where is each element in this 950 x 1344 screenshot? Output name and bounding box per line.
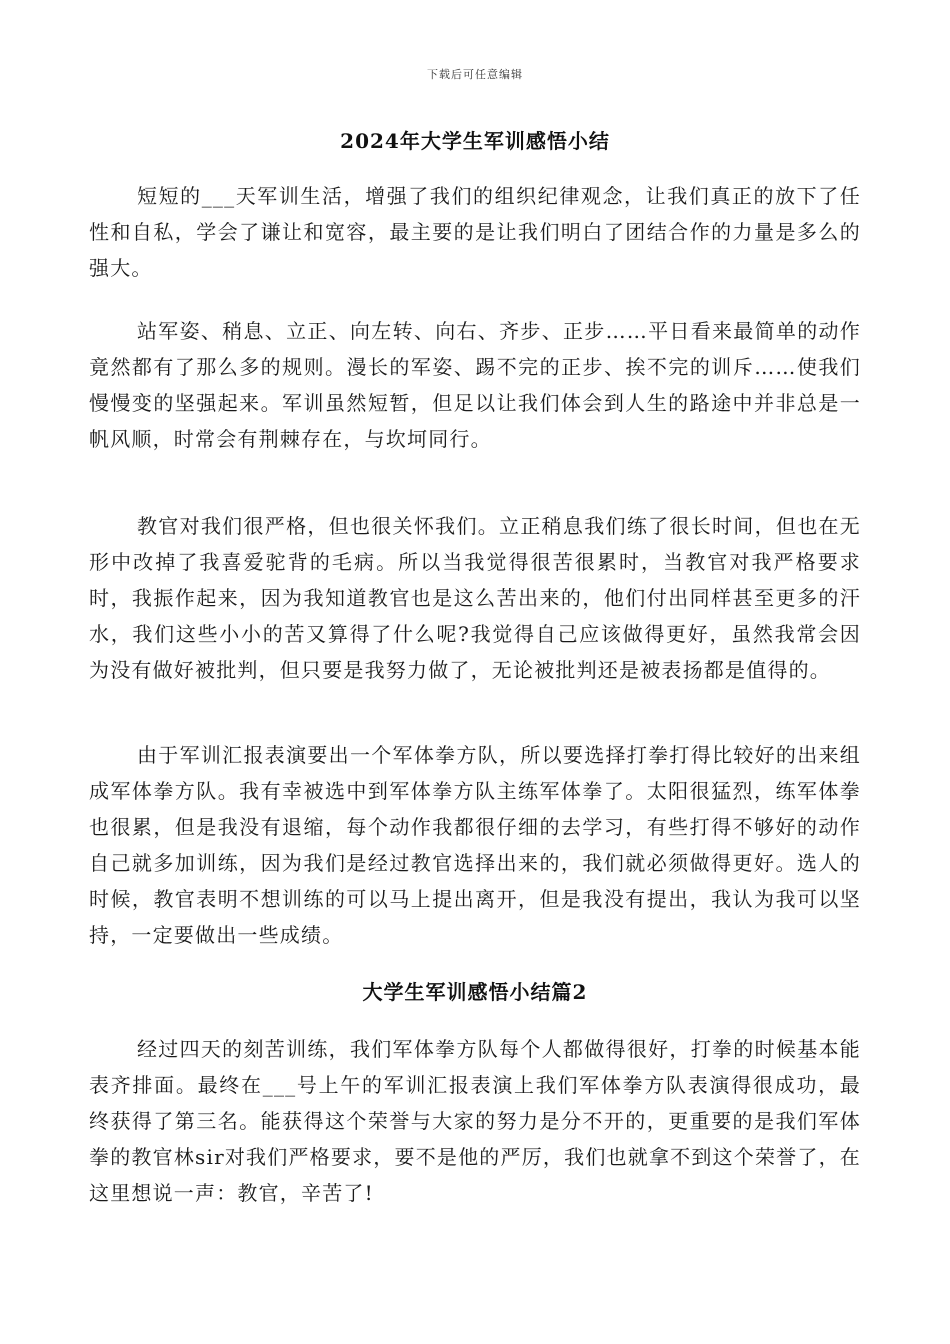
paragraph: 经过四天的刻苦训练，我们军体拳方队每个人都做得很好，打拳的时候基本能表齐排面。最终在___号上午的军训汇报表演上我们军体拳方队表演得很成功，最终获得了第三名。能获得这个荣誉与大家的努力是分不开的，更重要的是我们军体拳的教官林sir对我们严格要求，要不是他的严厉，我们也就拿不到这个荣誉了，在这里想说一声：教官，辛苦了! — [89, 1037, 861, 1205]
paragraph: 教官对我们很严格，但也很关怀我们。立正稍息我们练了很长时间，但也在无形中改掉了我喜爱驼背的毛病。所以当我觉得很苦很累时，当教官对我严格要求时，我振作起来，因为我知道教官也是这么苦出来的，他们付出同样甚至更多的汗水，我们这些小小的苦又算得了什么呢?我觉得自己应该做得更好，虽然我常会因为没有做好被批判，但只要是我努力做了，无论被批判还是被表扬都是值得的。 — [89, 514, 861, 682]
document-title: 2024年大学生军训感悟小结 — [340, 129, 610, 153]
paragraph: 站军姿、稍息、立正、向左转、向右、齐步、正步……平日看来最简单的动作竟然都有了那么多的规则。漫长的军姿、踢不完的正步、挨不完的训斥……使我们慢慢变的坚强起来。军训虽然短暂，但足以让我们体会到人生的路途中并非总是一帆风顺，时常会有荆棘存在，与坎坷同行。 — [89, 319, 861, 451]
section-title: 大学生军训感悟小结篇2 — [362, 980, 588, 1004]
paragraph: 由于军训汇报表演要出一个军体拳方队，所以要选择打拳打得比较好的出来组成军体拳方队。我有幸被选中到军体拳方队主练军体拳了。太阳很猛烈，练军体拳也很累，但是我没有退缩，每个动作我都很仔细的去学习，有些打得不够好的动作自己就多加训练，因为我们是经过教官选择出来的，我们就必须做得更好。选人的时候，教官表明不想训练的可以马上提出离开，但是我没有提出，我认为我可以坚持，一定要做出一些成绩。 — [89, 743, 861, 947]
header-note: 下载后可任意编辑 — [427, 68, 523, 81]
paragraph: 短短的___天军训生活，增强了我们的组织纪律观念，让我们真正的放下了任性和自私，学会了谦让和宽容，最主要的是让我们明白了团结合作的力量是多么的强大。 — [89, 184, 861, 280]
